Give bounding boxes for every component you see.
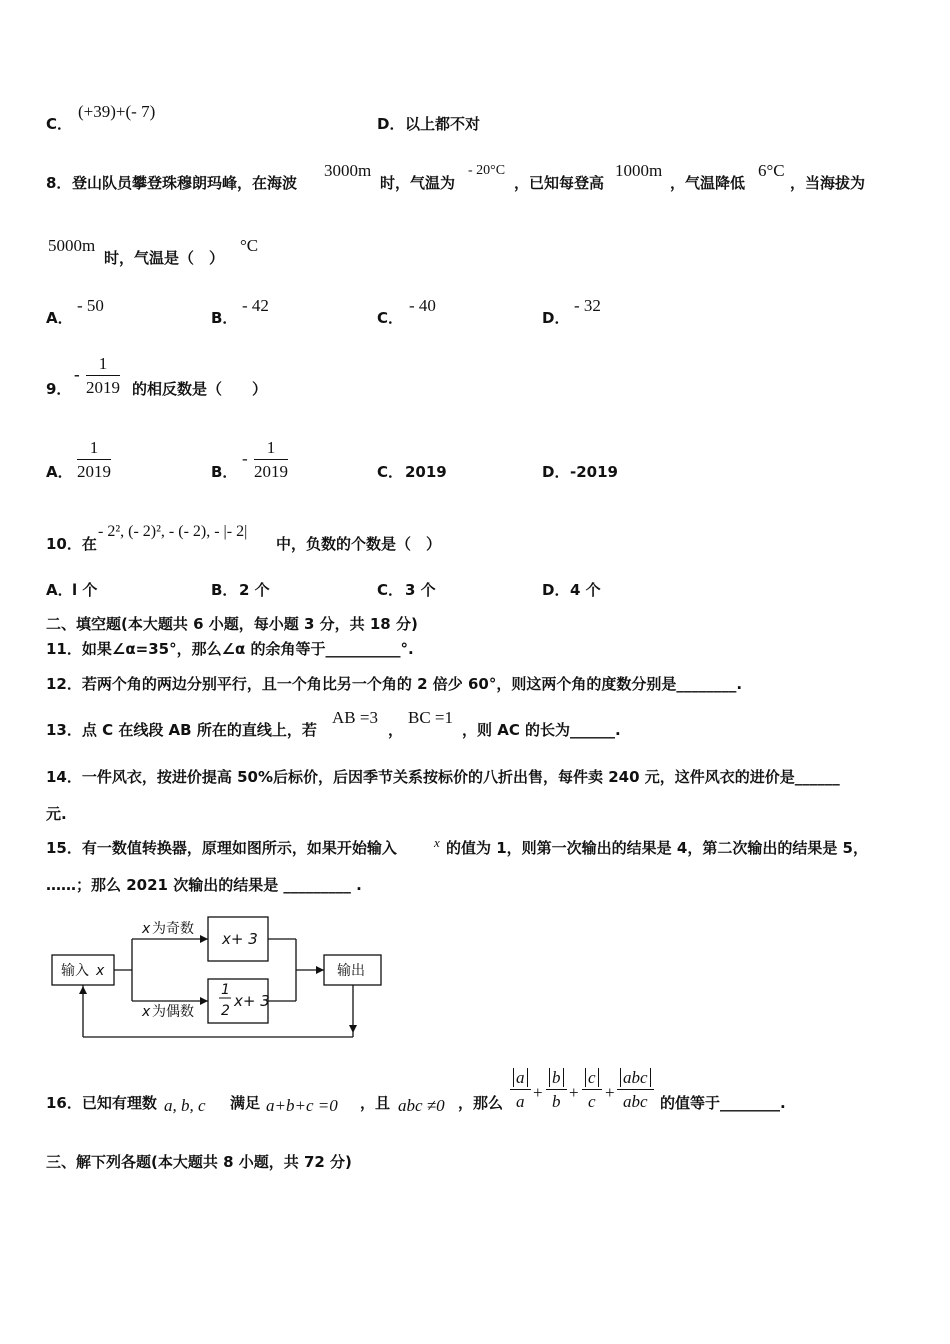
q16-text-2: 满足 [230, 1094, 261, 1112]
diagram-even-label: 为偶数 [152, 1004, 194, 1020]
q8-option-a-value: - 50 [77, 296, 104, 315]
q16-tail: 的值等于________. [660, 1094, 786, 1112]
q8-option-a-label: A． [46, 309, 73, 327]
q11: 11．如果∠α=35°，那么∠α 的余角等于__________°. [46, 640, 414, 658]
q7-option-d-label: D． [377, 115, 405, 133]
q16-fraction-a: a a [510, 1069, 531, 1110]
q16-plus-1: + [533, 1083, 543, 1102]
q13-math-1: AB =3 [332, 708, 378, 727]
q10-expr: - 2², (- 2)², - (- 2), - |- 2| [98, 523, 248, 540]
diagram-input-var: x [96, 963, 105, 979]
q10-option-b-value: 2 个 [239, 581, 270, 599]
q16-text-3: ，且 [360, 1094, 391, 1112]
q16-condition-1: a+b+c =0 [266, 1096, 338, 1115]
diagram-odd-var: x [142, 921, 151, 937]
q16-text-1: 16．已知有理数 [46, 1094, 157, 1112]
q9-option-c-label: C． [377, 463, 404, 481]
q9-denominator: 2019 [86, 378, 120, 397]
diagram-bottom-denominator: 2 [221, 1003, 230, 1019]
q10-option-d-value: 4 个 [570, 581, 601, 599]
q10-option-c-value: 3 个 [405, 581, 436, 599]
q16-text-4: ，那么 [458, 1094, 504, 1112]
q8-option-b-value: - 42 [242, 296, 269, 315]
diagram-even-var: x [142, 1004, 151, 1020]
q13-text-1: 13．点 C 在线段 AB 所在的直线上，若 [46, 721, 317, 739]
q8-option-b-label: B． [211, 309, 238, 327]
q15-text-1: 15．有一数值转换器，原理如图所示，如果开始输入 [46, 839, 397, 857]
q8-text-5: ，当海拔为 [790, 174, 866, 192]
q8-option-c-label: C． [377, 309, 404, 327]
q9-number: 9． [46, 380, 72, 398]
q8-option-d-label: D． [542, 309, 570, 327]
q14-line-1: 14．一件风衣，按进价提高 50%后标价，后因季节关系按标价的八折出售，每件卖 240 元，这件风衣的进价是______ [46, 768, 840, 786]
q8-text-6: 时，气温是（ ） [104, 249, 225, 267]
q8-text-1: 登山队员攀登珠穆朗玛峰，在海波 [72, 174, 298, 192]
q16-fraction-c: c c [582, 1069, 602, 1110]
q13-text-2: ， [388, 721, 404, 739]
q8-text-2: 时，气温为 [380, 174, 456, 192]
q7-option-c-label: C． [46, 115, 73, 133]
q16-fraction-b: b b [546, 1069, 567, 1110]
q16-plus-3: + [605, 1083, 615, 1102]
q10-option-a-value: l 个 [72, 581, 98, 599]
q16-fraction-abc: abc abc [617, 1069, 654, 1110]
q9-tail: 的相反数是（ ） [132, 380, 268, 398]
q13-text-3: ，则 AC 的长为______. [462, 721, 621, 739]
q13-math-2: BC =1 [408, 708, 454, 727]
q10-option-a-label: A． [46, 581, 73, 599]
q9-option-b-label: B． [211, 463, 238, 481]
diagram-input-label: 输入 [61, 963, 89, 979]
diagram-bottom-numerator: 1 [221, 982, 230, 998]
q8-text-3: ，已知每登高 [514, 174, 605, 192]
q9-sign: - [74, 365, 80, 384]
q16-condition-2: abc ≠0 [398, 1096, 445, 1115]
q9-option-d-value: -2019 [570, 463, 618, 481]
q9-option-b-fraction: 1 2019 [254, 438, 288, 481]
q16-vars: a, b, c [164, 1096, 206, 1115]
diagram-odd-label: 为奇数 [152, 921, 194, 937]
q14-line-2: 元. [46, 805, 67, 823]
q10-option-b-label: B． [211, 581, 238, 599]
q8-math-1: 3000m [324, 161, 372, 180]
q10-number: 10．在 [46, 535, 97, 553]
q10-option-c-label: C． [377, 581, 404, 599]
q12: 12．若两个角的两边分别平行，且一个角比另一个角的 2 倍少 60°，则这两个角的度数分别是________. [46, 675, 743, 693]
section-3-heading: 三、解下列各题(本大题共 8 小题，共 72 分) [46, 1153, 352, 1171]
q7-option-d-text: 以上都不对 [405, 115, 481, 133]
q7-option-c-expr: (+39)+(- 7) [78, 102, 156, 121]
diagram-top-formula: x+ 3 [222, 930, 258, 948]
diagram-bottom-formula: x+ 3 [234, 992, 270, 1010]
q10-option-d-label: D． [542, 581, 570, 599]
q8-math-2: - 20°C [468, 163, 506, 178]
q8-number: 8． [46, 174, 72, 192]
q10-tail: 中，负数的个数是（ ） [276, 535, 442, 553]
q8-math-6: °C [240, 236, 259, 255]
q9-numerator: 1 [98, 354, 108, 373]
q16-plus-2: + [569, 1083, 579, 1102]
q8-text-4: ，气温降低 [670, 174, 746, 192]
q8-option-d-value: - 32 [574, 296, 601, 315]
q8-option-c-value: - 40 [409, 296, 436, 315]
q8-math-3: 1000m [615, 161, 663, 180]
q15-line-2: ……；那么 2021 次输出的结果是 _________ . [46, 876, 362, 894]
q15-text-2: 的值为 1，则第一次输出的结果是 4，第二次输出的结果是 5， [446, 839, 868, 857]
q8-math-4: 6°C [758, 161, 785, 180]
q15-var: x [434, 835, 440, 850]
q8-math-5: 5000m [48, 236, 96, 255]
q9-option-d-label: D． [542, 463, 570, 481]
section-2-heading: 二、填空题(本大题共 6 小题，每小题 3 分，共 18 分) [46, 615, 418, 633]
q9-option-b-sign: - [242, 449, 248, 468]
diagram-output-label: 输出 [337, 963, 365, 979]
q9-option-a-fraction: 1 2019 [77, 438, 111, 481]
q9-option-c-value: 2019 [405, 463, 447, 481]
q9-option-a-label: A． [46, 463, 73, 481]
